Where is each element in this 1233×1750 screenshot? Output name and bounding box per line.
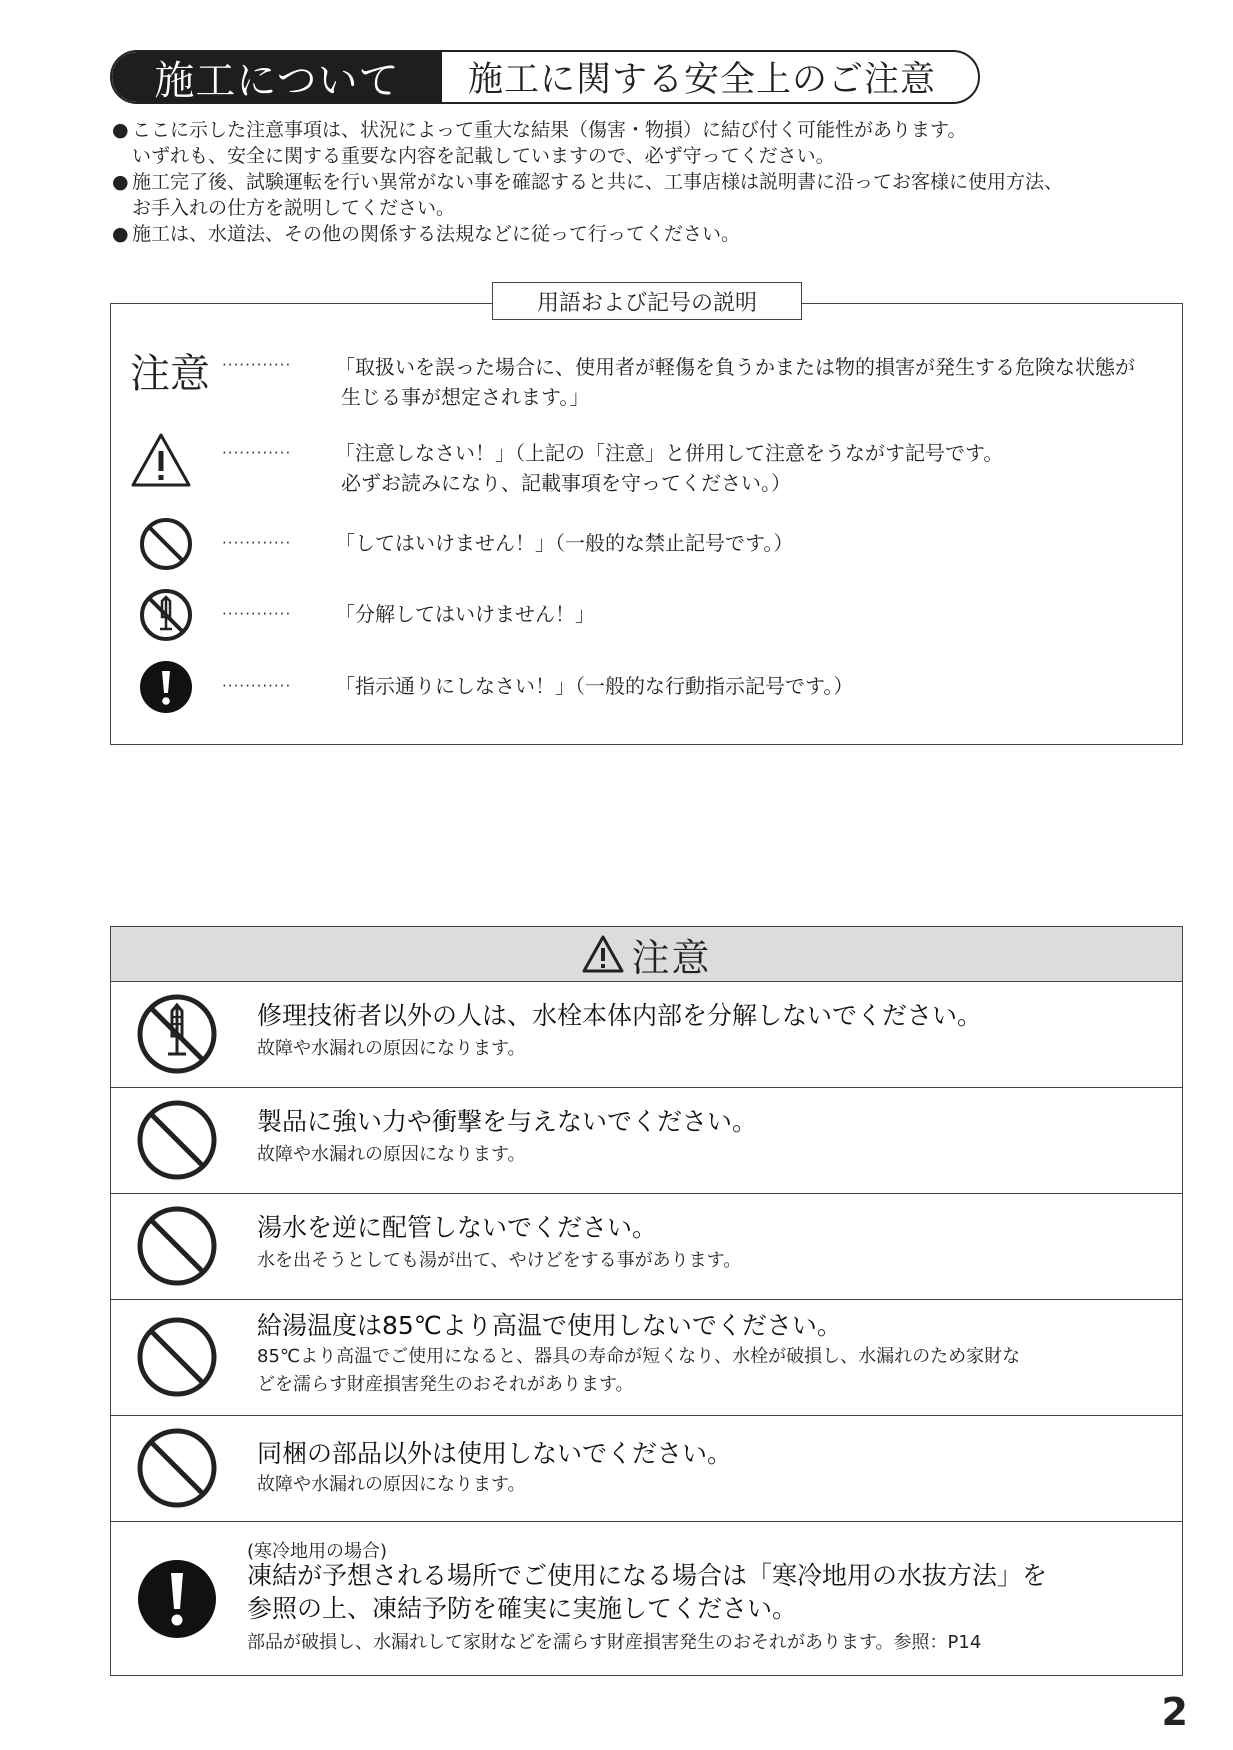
note-item xyxy=(112,169,1192,221)
caution-sub: 水を出そうとしても湯が出て、やけどをする事があります。 xyxy=(257,1250,742,1271)
glossary-text xyxy=(335,671,853,701)
caution-sub xyxy=(257,1343,1020,1399)
no-disassembly-icon xyxy=(138,587,194,643)
note-line: ここに示した注意事項は、状況によって重大な結果（傷害・物損）に結び付く可能性があります。 xyxy=(132,119,967,141)
prohibition-icon xyxy=(135,1426,219,1510)
warning-triangle-icon xyxy=(581,934,625,974)
glossary-line: 「取扱いを誤った場合に、使用者が軽傷を負うかまたは物的損害が発生する危険な状態が xyxy=(335,355,1135,379)
mandatory-action-icon xyxy=(135,1557,219,1641)
caution-main-line: 参照の上、凍結予防を確実に実施してください。 xyxy=(247,1594,798,1623)
mandatory-action-icon xyxy=(138,659,194,715)
leader-dots: ············ xyxy=(222,605,292,623)
caution-note: (寒冷地用の場合) xyxy=(247,1541,388,1562)
caution-main-line: 凍結が予想される場所でご使用になる場合は「寒冷地用の水抜方法」を xyxy=(247,1561,1048,1590)
caution-row xyxy=(111,1087,1182,1194)
page-number: 2 xyxy=(1161,1690,1188,1734)
no-disassembly-icon xyxy=(135,992,219,1076)
leader-dots: ············ xyxy=(222,356,292,374)
leader-dots: ············ xyxy=(222,677,292,695)
prohibition-icon xyxy=(138,516,194,572)
section-subtitle: 施工に関する安全上のご注意 xyxy=(468,60,937,100)
caution-row xyxy=(111,1193,1182,1300)
note-line: お手入れの仕方を説明してください。 xyxy=(132,197,456,219)
caution-sub: 故障や水漏れの原因になります。 xyxy=(257,1474,526,1495)
caution-main: 湯水を逆に配管しないでください。 xyxy=(257,1213,658,1242)
leader-dots: ············ xyxy=(222,534,292,552)
glossary-line: 「指示通りにしなさい！」（一般的な行動指示記号です。） xyxy=(335,674,854,698)
glossary-line: 「分解してはいけません！」 xyxy=(335,602,595,626)
caution-row xyxy=(111,1521,1182,1677)
glossary-text xyxy=(335,352,1135,412)
caution-row xyxy=(111,981,1182,1088)
warning-triangle-icon xyxy=(130,432,192,488)
caution-sub: 部品が破損し、水漏れして家財などを濡らす財産損害発生のおそれがあります。参照：P14 xyxy=(247,1632,982,1653)
glossary-title: 用語および記号の説明 xyxy=(492,282,802,320)
caution-sub: 故障や水漏れの原因になります。 xyxy=(257,1038,526,1059)
glossary-line: 「してはいけません！」（一般的な禁止記号です。） xyxy=(335,531,794,555)
caution-header xyxy=(111,927,1182,982)
bullet: ● xyxy=(112,171,129,193)
caution-main: 給湯温度は85℃より高温で使用しないでください。 xyxy=(257,1311,842,1340)
caution-sub: 故障や水漏れの原因になります。 xyxy=(257,1144,526,1165)
caution-title: 注意 xyxy=(631,935,712,980)
leader-dots: ············ xyxy=(222,444,292,462)
caution-main: 同梱の部品以外は使用しないでください。 xyxy=(257,1439,733,1468)
caution-label: 注意 xyxy=(130,350,210,397)
caution-main xyxy=(247,1559,1047,1625)
glossary-text xyxy=(335,599,595,629)
caution-main: 修理技術者以外の人は、水栓本体内部を分解しないでください。 xyxy=(257,1001,983,1030)
caution-main: 製品に強い力や衝撃を与えないでください。 xyxy=(257,1107,758,1136)
caution-sub-line: 85℃より高温でご使用になると、器具の寿命が短くなり、水栓が破損し、水漏れのため家財な xyxy=(257,1346,1021,1367)
glossary-line: 必ずお読みになり、記載事項を守ってください。） xyxy=(341,471,791,495)
bullet: ● xyxy=(112,223,129,245)
note-item xyxy=(112,117,1192,169)
prohibition-icon xyxy=(135,1098,219,1182)
note-line: いずれも、安全に関する重要な内容を記載していますので、必ず守ってください。 xyxy=(132,145,835,167)
glossary-text xyxy=(335,438,1003,498)
section-tab: 施工について xyxy=(112,52,442,102)
glossary-text xyxy=(335,528,793,558)
prohibition-icon xyxy=(135,1204,219,1288)
caution-sub-line: どを濡らす財産損害発生のおそれがあります。 xyxy=(257,1374,634,1395)
bullet: ● xyxy=(112,119,129,141)
prohibition-icon xyxy=(135,1315,219,1399)
note-item xyxy=(112,221,1192,247)
caution-row xyxy=(111,1299,1182,1416)
note-line: 施工は、水道法、その他の関係する法規などに従って行ってください。 xyxy=(132,223,741,245)
caution-table xyxy=(110,926,1183,1676)
caution-row xyxy=(111,1415,1182,1522)
note-line: 施工完了後、試験運転を行い異常がない事を確認すると共に、工事店様は説明書に沿ってお客様に使用方法、 xyxy=(132,171,1064,193)
glossary-line: 生じる事が想定されます。」 xyxy=(341,385,590,409)
glossary-line: 「注意しなさい！」（上記の「注意」と併用して注意をうながす記号です。 xyxy=(335,441,1004,465)
notes-list xyxy=(112,117,1192,247)
section-header xyxy=(110,50,980,104)
